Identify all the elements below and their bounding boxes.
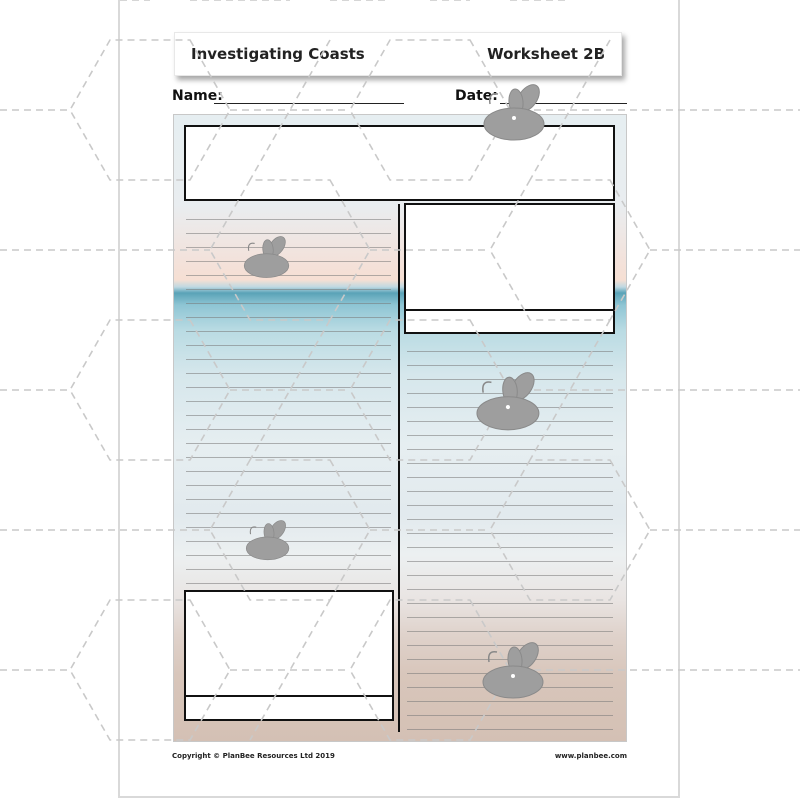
bee-icon <box>240 520 298 564</box>
name-line <box>214 103 404 104</box>
worksheet-title: Investigating Coasts <box>191 45 365 63</box>
column-divider <box>398 204 400 732</box>
copyright-text: Copyright © PlanBee Resources Ltd 2019 <box>172 752 335 760</box>
picture-box-right <box>404 203 615 334</box>
caption-divider-right <box>406 309 613 311</box>
name-label: Name: <box>172 88 223 104</box>
worksheet-number: Worksheet 2B <box>487 45 605 63</box>
bee-icon <box>240 236 296 282</box>
picture-box-left <box>184 590 394 721</box>
date-label: Date: <box>455 88 498 104</box>
bee-icon <box>474 642 556 704</box>
caption-divider-left <box>186 695 392 697</box>
website-text: www.planbee.com <box>554 752 627 760</box>
bee-icon <box>468 372 552 436</box>
bee-icon <box>480 84 552 146</box>
title-bar <box>174 32 622 76</box>
